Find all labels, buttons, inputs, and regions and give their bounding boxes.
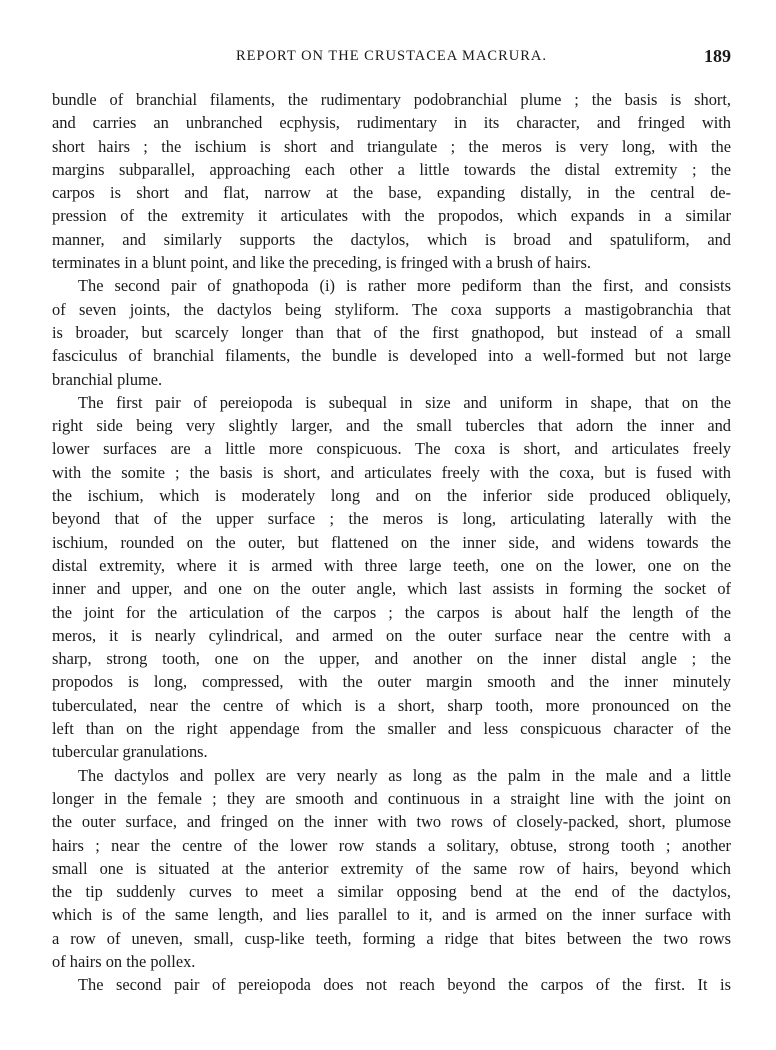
paragraph bbox=[52, 973, 731, 996]
text-line: margins subparallel, approaching each other a little towards the distal extremity ; the bbox=[52, 159, 731, 179]
text-line: with the somite ; the basis is short, and articulates freely with the coxa, but is fused with bbox=[52, 462, 731, 482]
text-line: propodos is long, compressed, with the outer margin smooth and the inner minutely bbox=[52, 672, 731, 692]
text-line: lower surfaces are a little more conspicuous. The coxa is short, and articulates freely bbox=[52, 439, 731, 459]
text-line: short hairs ; the ischium is short and triangulate ; the meros is very long, with the bbox=[52, 136, 731, 156]
text-line: The second pair of pereiopoda does not reach beyond the carpos of the first. It is bbox=[78, 975, 731, 995]
paragraph bbox=[52, 274, 731, 390]
text-line: sharp, strong tooth, one on the upper, and another on the inner distal angle ; the bbox=[52, 649, 731, 669]
text-line: small one is situated at the anterior extremity of the same row of hairs, beyond which bbox=[52, 858, 731, 878]
paragraph bbox=[52, 391, 731, 764]
text-line: meros, it is nearly cylindrical, and armed on the outer surface near the centre with a bbox=[52, 625, 731, 645]
text-line: tubercular granulations. bbox=[52, 742, 208, 762]
text-line: manner, and similarly supports the dactylos, which is broad and spatuliform, and bbox=[52, 229, 731, 249]
text-line: tuberculated, near the centre of which is a short, sharp tooth, more pronounced on the bbox=[52, 695, 731, 715]
text-line: distal extremity, where it is armed with three large teeth, one on the lower, one on the bbox=[52, 555, 731, 575]
text-line: a row of uneven, small, cusp-like teeth, forming a ridge that bites between the two rows bbox=[52, 928, 731, 948]
text-line: inner and upper, and one on the outer angle, which last assists in forming the socket of bbox=[52, 579, 731, 599]
text-line: ischium, rounded on the outer, but flattened on the inner side, and widens towards the bbox=[52, 532, 731, 552]
text-line: fasciculus of branchial filaments, the bundle is developed into a well-formed but not large bbox=[52, 346, 731, 366]
paragraph bbox=[52, 88, 731, 274]
text-line: The dactylos and pollex are very nearly as long as the palm in the male and a little bbox=[78, 765, 731, 785]
page-number: 189 bbox=[704, 46, 731, 66]
text-line: which is of the same length, and lies parallel to it, and is armed on the inner surface with bbox=[52, 905, 731, 925]
text-line: bundle of branchial filaments, the rudimentary podobranchial plume ; the basis is short, bbox=[52, 90, 731, 109]
text-line: carpos is short and flat, narrow at the base, expanding distally, in the central de- bbox=[52, 183, 731, 203]
text-line: longer in the female ; they are smooth and continuous in a straight line with the joint on bbox=[52, 788, 731, 808]
text-line: the joint for the articulation of the carpos ; the carpos is about half the length of the bbox=[52, 602, 731, 622]
text-line: hairs ; near the centre of the lower row stands a solitary, obtuse, strong tooth ; another bbox=[52, 835, 731, 855]
text-line: the outer surface, and fringed on the inner with two rows of closely-packed, short, plumose bbox=[52, 812, 731, 832]
body-text bbox=[52, 88, 731, 997]
text-line: and carries an unbranched ecphysis, rudimentary in its character, and fringed with bbox=[52, 113, 731, 133]
text-line: the tip suddenly curves to meet a similar opposing bend at the end of the dactylos, bbox=[52, 882, 731, 902]
text-line: is broader, but scarcely longer than that of the first gnathopod, but instead of a small bbox=[52, 322, 731, 342]
text-line: right side being very slightly larger, and the small tubercles that adorn the inner and bbox=[52, 416, 731, 436]
paragraph bbox=[52, 764, 731, 974]
text-line: the ischium, which is moderately long and on the inferior side produced obliquely, bbox=[52, 486, 731, 506]
text-line: pression of the extremity it articulates with the propodos, which expands in a similar bbox=[52, 206, 731, 226]
running-header bbox=[52, 46, 731, 70]
text-line: The second pair of gnathopoda (i) is rather more pediform than the first, and consists bbox=[78, 276, 731, 296]
text-line: of hairs on the pollex. bbox=[52, 951, 196, 971]
text-line: branchial plume. bbox=[52, 369, 163, 389]
text-line: beyond that of the upper surface ; the meros is long, articulating laterally with the bbox=[52, 509, 731, 529]
text-line: terminates in a blunt point, and like the preceding, is fringed with a brush of hairs. bbox=[52, 253, 591, 273]
running-title: REPORT ON THE CRUSTACEA MACRURA. bbox=[235, 48, 548, 64]
text-line: of seven joints, the dactylos being styliform. The coxa supports a mastigobranchia that bbox=[52, 299, 731, 319]
text-line: The first pair of pereiopoda is subequal in size and uniform in shape, that on the bbox=[78, 392, 731, 412]
text-line: left than on the right appendage from the smaller and less conspicuous character of the bbox=[52, 719, 731, 739]
